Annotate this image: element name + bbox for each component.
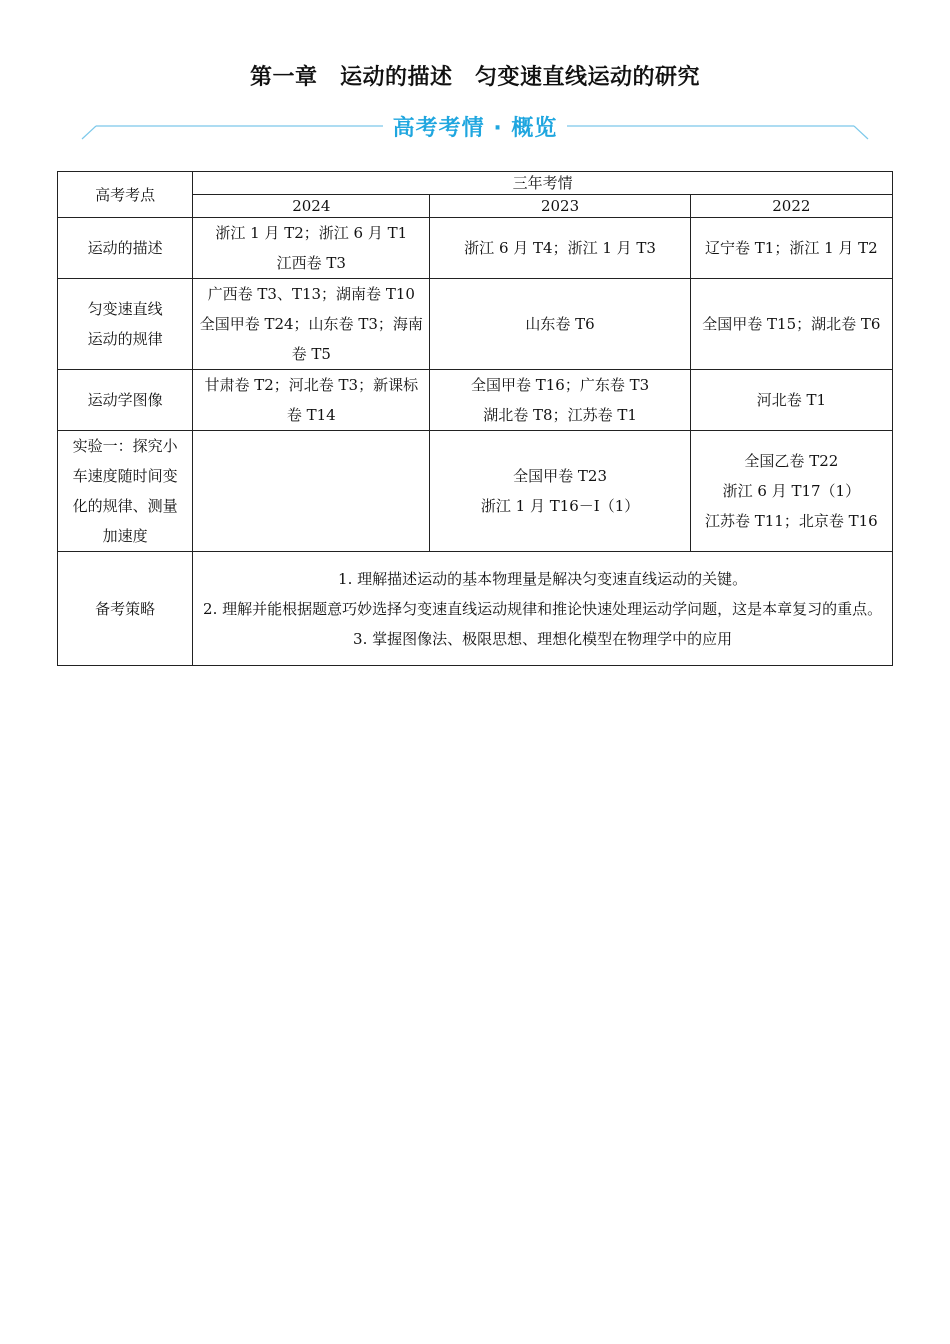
topic-line: 加速度 (102, 527, 148, 545)
cell-line: 甘肃卷 T2；河北卷 T3；新课标 (204, 376, 419, 394)
chapter-title: 第一章 运动的描述 匀变速直线运动的研究 (249, 65, 700, 90)
header-year-2022: 2022 (690, 195, 892, 218)
cell-2022 (690, 431, 892, 552)
strategy-label: 备考策略 (58, 552, 193, 666)
strategy-item: 2. 理解并能根据题意巧妙选择匀变速直线运动规律和推论快速处理运动学问题，这是本章复习的重点。 (203, 599, 883, 618)
table-row (58, 370, 893, 431)
cell-line: 江苏卷 T11；北京卷 T16 (704, 512, 878, 530)
cell-2024 (193, 218, 430, 279)
cell-line: 湖北卷 T8；江苏卷 T1 (483, 406, 637, 424)
topic-cell (58, 431, 193, 552)
cell-line: 浙江 1 月 T16－Ⅰ（1） (480, 497, 640, 515)
strategy-row (58, 552, 893, 666)
topic-line: 运动学图像 (87, 391, 163, 409)
cell-line: 山东卷 T6 (525, 315, 595, 333)
exam-overview-table (57, 171, 893, 666)
cell-line: 全国甲卷 T23 (513, 467, 607, 485)
cell-2024 (193, 279, 430, 370)
cell-2023 (430, 279, 690, 370)
cell-2022 (690, 370, 892, 431)
topic-cell (58, 279, 193, 370)
cell-line: 河北卷 T1 (756, 391, 827, 409)
topic-line: 运动的描述 (87, 239, 163, 257)
header-three-years: 三年考情 (193, 172, 893, 195)
strategy-item: 1. 理解描述运动的基本物理量是解决匀变速直线运动的关键。 (338, 569, 748, 588)
cell-line: 卷 T5 (291, 345, 331, 363)
cell-line: 全国乙卷 T22 (744, 452, 839, 470)
cell-line: 全国甲卷 T24；山东卷 T3；海南 (199, 315, 423, 333)
table-row (58, 218, 893, 279)
cell-line: 浙江 6 月 T4；浙江 1 月 T3 (464, 239, 656, 257)
cell-line: 浙江 1 月 T2；浙江 6 月 T1 (215, 224, 408, 242)
topic-line: 匀变速直线 (87, 300, 163, 318)
cell-line: 卷 T14 (286, 406, 336, 424)
header-year-2024: 2024 (193, 195, 430, 218)
cell-2023 (430, 218, 690, 279)
cell-line: 广西卷 T3、T13；湖南卷 T10 (207, 285, 415, 303)
strategy-item: 3. 掌握图像法、极限思想、理想化模型在物理学中的应用 (353, 629, 733, 648)
cell-2024 (193, 431, 430, 552)
topic-line: 实验一：探究小 (72, 437, 178, 455)
cell-2023 (430, 370, 690, 431)
table-row (58, 431, 893, 552)
strategy-content (193, 552, 893, 666)
cell-line: 全国甲卷 T16；广东卷 T3 (470, 376, 650, 394)
cell-2022 (690, 279, 892, 370)
cell-line: 全国甲卷 T15；湖北卷 T6 (702, 315, 881, 333)
topic-line: 车速度随时间变 (72, 467, 178, 485)
header-topic: 高考考点 (58, 172, 193, 218)
topic-line: 运动的规律 (87, 330, 163, 348)
header-year-2023: 2023 (430, 195, 690, 218)
table-header-row (58, 172, 893, 195)
table-row (58, 279, 893, 370)
cell-2023 (430, 431, 690, 552)
banner-title: 高考考情 · 概览 (383, 116, 568, 141)
topic-cell (58, 218, 193, 279)
cell-2022 (690, 218, 892, 279)
cell-line: 浙江 6 月 T17（1） (722, 482, 861, 500)
topic-line: 化的规律、测量 (72, 497, 178, 515)
topic-cell (58, 370, 193, 431)
cell-2024 (193, 370, 430, 431)
cell-line: 江西卷 T3 (276, 254, 346, 272)
cell-line: 辽宁卷 T1；浙江 1 月 T2 (705, 239, 878, 257)
section-banner (76, 108, 874, 142)
